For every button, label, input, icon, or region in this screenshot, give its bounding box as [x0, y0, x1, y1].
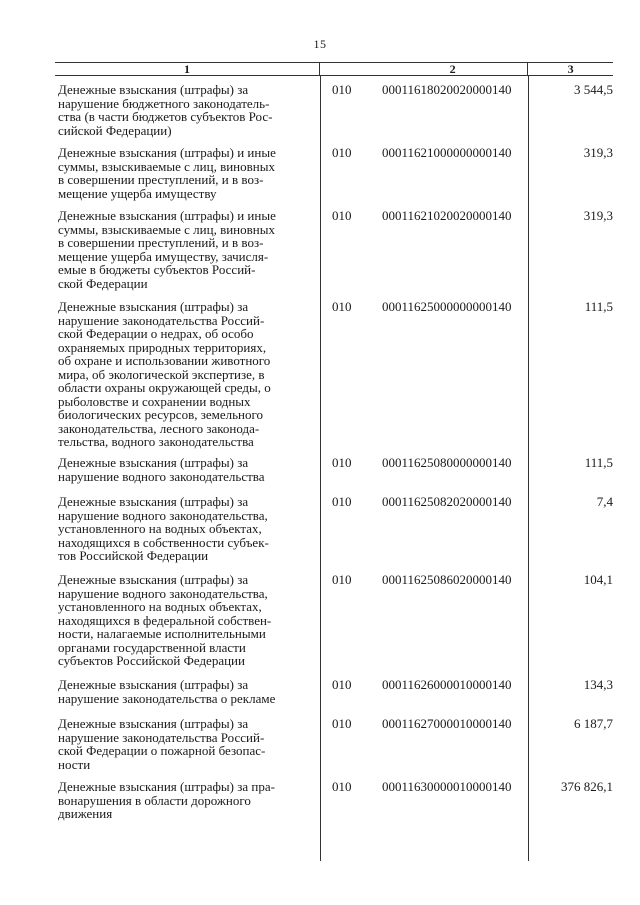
row-kbk: 00011625000000000140 — [382, 299, 512, 314]
row-kbk: 00011625082020000140 — [382, 494, 512, 509]
row-name: Денежные взыскания (штрафы) и иные суммы, взыскиваемые с лиц, виновных в совершении преступлений, и в воз- мещение ущерба имуществу, зачисля- емые в бюджеты субъектов Россий- ской Федерации — [58, 208, 276, 291]
row-name: Денежные взыскания (штрафы) за нарушение бюджетного законодатель- ства (в части бюджетов субъектов Рос- сийской Федерации) — [58, 82, 273, 138]
row-kbk: 00011621020020000140 — [382, 208, 512, 223]
row-amount: 111,5 — [584, 299, 613, 314]
header-col-3: 3 — [567, 62, 574, 76]
table-row — [55, 456, 613, 483]
table-row — [55, 495, 613, 563]
row-amount: 6 187,7 — [574, 716, 613, 731]
table-row — [55, 146, 613, 200]
row-kbk: 00011625086020000140 — [382, 572, 512, 587]
header-col-2: 2 — [378, 63, 528, 75]
row-kbk: 00011626000010000140 — [382, 677, 512, 692]
row-name: Денежные взыскания (штрафы) за нарушение водного законодательства, установленного на водных объектах, находящихся в собственности субъек- тов Российской Федерации — [58, 494, 269, 563]
row-kbk: 00011630000010000140 — [382, 779, 512, 794]
row-admin-code: 010 — [332, 779, 352, 794]
row-amount: 319,3 — [583, 208, 613, 223]
header-col-2a — [320, 63, 378, 75]
row-admin-code: 010 — [332, 299, 352, 314]
page-number: 15 — [313, 37, 327, 51]
row-name: Денежные взыскания (штрафы) за нарушение законодательства Россий- ской Федерации о пожарной безопас- ности — [58, 716, 266, 772]
row-admin-code: 010 — [332, 208, 352, 223]
row-name: Денежные взыскания (штрафы) за нарушение законодательства Россий- ской Федерации о недрах, об особо охраняемых природных территориях, об охране и использовании животного мира, об экологической экспертизе, в области охраны окружающей среды, о рыболовстве и сохранении водных биологических ресурсов, земельного законодательства, лесного законода- тельства, водного законодательства — [58, 299, 271, 449]
row-kbk: 00011618020020000140 — [382, 82, 512, 97]
row-kbk: 00011627000010000140 — [382, 716, 512, 731]
row-name: Денежные взыскания (штрафы) за нарушение законодательства о рекламе — [58, 677, 276, 706]
row-kbk: 00011621000000000140 — [382, 145, 512, 160]
row-amount: 134,3 — [583, 677, 613, 692]
revenue-table — [55, 62, 613, 821]
row-admin-code: 010 — [332, 716, 352, 731]
row-admin-code: 010 — [332, 494, 352, 509]
row-amount: 3 544,5 — [574, 82, 613, 97]
row-admin-code: 010 — [332, 145, 352, 160]
row-amount: 319,3 — [583, 145, 613, 160]
table-row — [55, 209, 613, 290]
row-admin-code: 010 — [332, 455, 352, 470]
row-kbk: 00011625080000000140 — [382, 455, 512, 470]
table-row — [55, 780, 613, 821]
table-row — [55, 678, 613, 705]
row-admin-code: 010 — [332, 677, 352, 692]
table-row — [55, 573, 613, 668]
table-row — [55, 717, 613, 771]
row-amount: 111,5 — [584, 455, 613, 470]
row-amount: 104,1 — [583, 572, 613, 587]
table-row — [55, 83, 613, 137]
row-name: Денежные взыскания (штрафы) за нарушение водного законодательства, установленного на водных объектах, находящихся в федеральной собствен- ности, налагаемые исполнительными органами государственной власти субъектов Российской Федерации — [58, 572, 272, 668]
row-admin-code: 010 — [332, 82, 352, 97]
row-amount: 376 826,1 — [561, 779, 613, 794]
table-row — [55, 300, 613, 449]
row-amount: 7,4 — [596, 494, 613, 509]
header-col-1: 1 — [55, 63, 320, 75]
row-admin-code: 010 — [332, 572, 352, 587]
row-name: Денежные взыскания (штрафы) за нарушение водного законодательства — [58, 455, 265, 484]
table-header-row — [55, 62, 613, 76]
row-name: Денежные взыскания (штрафы) за пра- вонарушения в области дорожного движения — [58, 779, 275, 821]
row-name: Денежные взыскания (штрафы) и иные суммы, взыскиваемые с лиц, виновных в совершении преступлений, и в воз- мещение ущерба имуществу — [58, 145, 276, 201]
